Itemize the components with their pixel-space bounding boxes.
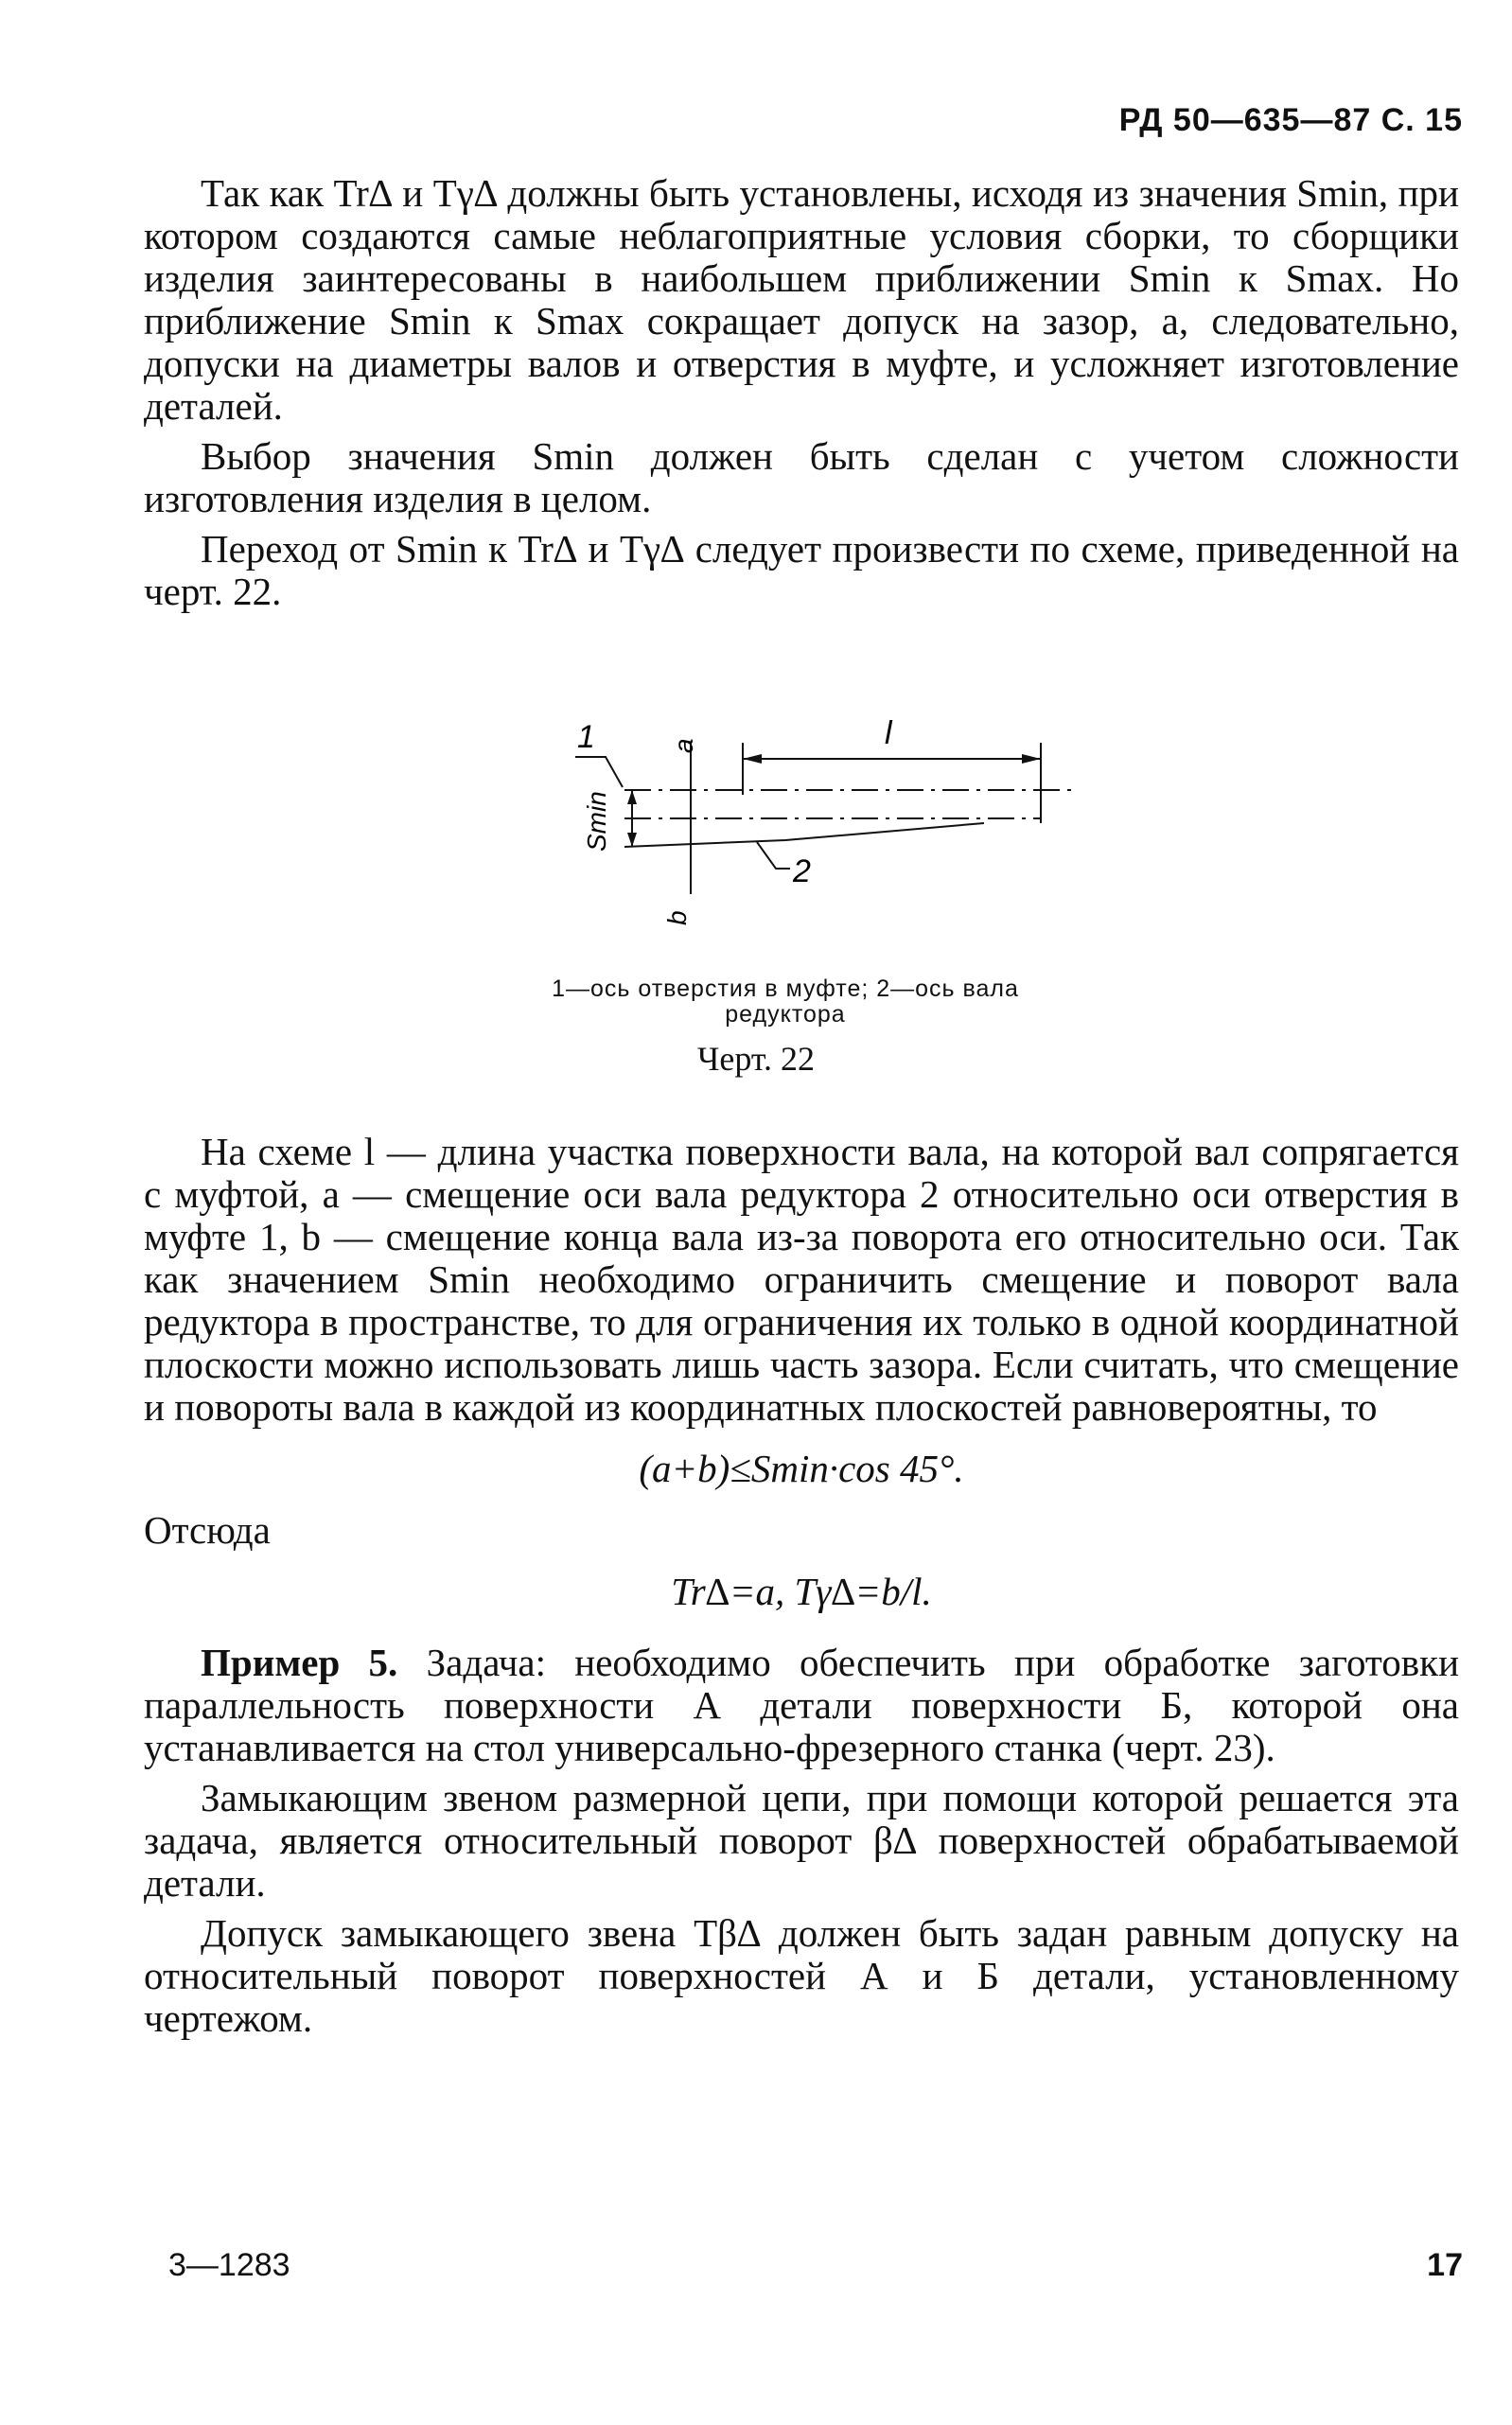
- formula-1: (a+b)≤Smin·cos 45°.: [639, 1447, 964, 1490]
- figure-title: Черт. 22: [697, 1040, 815, 1078]
- label-l: l: [885, 715, 892, 751]
- label-1: 1: [577, 719, 595, 755]
- paragraph-6: Замыкающим звеном размерной цепи, при помощи которой решается эта задача, является относительный поворот β∆ поверхностей обрабатываемой детали.: [144, 1776, 1459, 1905]
- leader-1: [575, 757, 623, 787]
- label-2: 2: [793, 853, 811, 889]
- paragraph-4: На схеме l — длина участка поверхности вала, на которой вал сопрягается с муфтой, a — смещение оси вала редуктора 2 относительно оси отверстия в муфте 1, b — смещение конца вала из-за поворота его относительно оси. Так как значением Smin необходимо ограничить смещение и поворот вала редуктора в пространстве, то для ограничения их только в одной координатной плоскости можно использовать лишь часть зазора. Если считать, что смещение и повороты вала в каждой из координатных плоскостей равновероятны, то: [144, 1130, 1459, 1429]
- shaft-axis-line: [624, 823, 984, 847]
- paragraph-7: Допуск замыкающего звена Tβ∆ должен быть задан равным допуску на относительный поворот поверхностей А и Б детали, установленному чертежом.: [144, 1911, 1459, 2040]
- paragraph-3: Переход от Smin к Tr∆ и Tγ∆ следует произвести по схеме, приведенной на черт. 22.: [144, 527, 1459, 613]
- label-smin: Smin: [582, 791, 611, 852]
- paragraph-2: Выбор значения Smin должен быть сделан с учетом сложности изготовления изделия в целом.: [144, 434, 1459, 520]
- leader-2: [757, 842, 790, 869]
- paragraph-5: [144, 1642, 1459, 1769]
- footer-code: 3—1283: [168, 2247, 290, 2283]
- example-title: Пример 5.: [201, 1641, 398, 1684]
- label-b: b: [662, 910, 692, 925]
- intro-text: [144, 172, 1459, 621]
- otsyuda-text: Отсюда: [144, 1508, 271, 1552]
- body-text: [144, 1131, 1459, 2047]
- page-header: РД 50—635—87 С. 15: [1118, 102, 1463, 138]
- formula-2: Tr∆=a, Tγ∆=b/l.: [671, 1570, 932, 1613]
- paragraph-1: Так как Tr∆ и Tγ∆ должны быть установлены, исходя из значения Smin, при котором создаются самые неблагоприятные условия сборки, то сборщики изделия заинтересованы в наибольшем приближении Smin к Smax. Но приближение Smin к Smax сокращает допуск на зазор, а, следовательно, допуски на диаметры валов и отверстия в муфте, и усложняет изготовление деталей.: [144, 171, 1459, 428]
- schema-diagram: [549, 700, 1079, 946]
- page-number: 17: [1427, 2247, 1463, 2283]
- label-a: a: [669, 738, 698, 753]
- figure-caption: 1—ось отверстия в муфте; 2—ось вала редуктора: [552, 975, 1019, 1028]
- example-text: Задача: необходимо обеспечить при обработке заготовки параллельность поверхности А детали поверхности Б, которой она устанавливается на стол универсально-фрезерного станка (черт. 23).: [144, 1641, 1460, 1769]
